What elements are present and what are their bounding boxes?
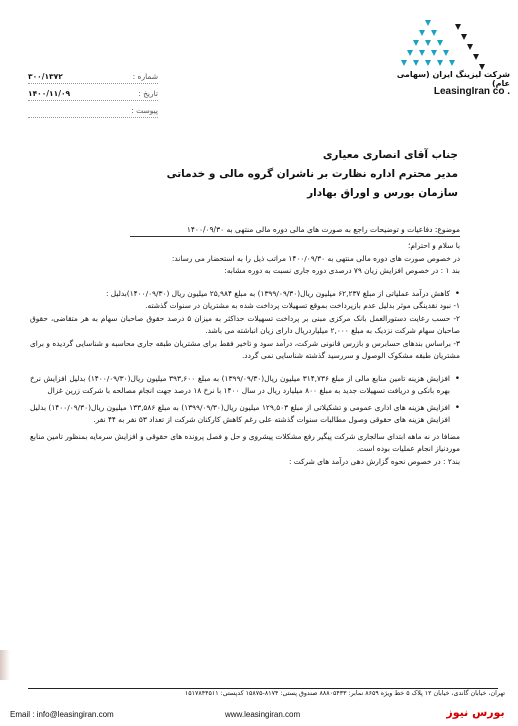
sub-item-3: ۳- براساس بندهای حسابرس و بازرس قانونی شرکت، درآمد سود و تاخیر فقط برای مشتریان طبقه جاری محاسبه و شناسایی گردیده و برای مشتریان طبقه مشکوک الوصول و سررسید گذشته شناسایی نمی گردد. <box>30 338 460 360</box>
letter-date-label: تاریخ : <box>138 89 158 98</box>
company-name-fa: شرکت لیزینگ ایران (سهامی عام) <box>396 70 510 88</box>
footer-divider <box>28 688 498 689</box>
addressee-organization: سازمان بورس و اوراق بهادار <box>307 187 458 199</box>
sub-item-2: ۲- حسب رعایت دستورالعمل بانک مرکزی مبنی بر پرداخت تسهیلات حداکثر به میزان ۵ درصد حقوق صاحبان سهام به هر متقاضی، حقوق صاحبان سهام شرکت نزدیک به مبلغ ۲,۰۰۰ میلیاردریال دارای زیان انباشته می باشد. <box>30 313 460 335</box>
bullet-admin-expenses: • افزایش هزینه های اداری عمومی و تشکیلاتی از مبلغ ۱۲۹,۵۰۳ میلیون ریال(۱۳۹۹/۰۹/۳۰) به مبلغ ۱۳۳,۵۸۶ میلیون ریال(۱۴۰۰/۰۹/۳۰) بدلیل افزایش هزینه های حقوقی وصول مطالبات سنوات گذشته علی رغم کاهش کارکنان شرکت از تعداد ۵۳ نفر به ۴۴ نفر. <box>30 402 460 427</box>
letter-attachment-row <box>28 104 158 118</box>
footer-address: تهران، خیابان گاندی، خیابان ۱۲ پلاک ۵ خط ویژه ۸۶۵۹ نمابر: ۸۸۸۰۵۴۳۳ صندوق پستی: ۸۱۷۴-۱۵۸۷۵ کدپستی: ۱۵۱۷۸۴۴۵۱۱ <box>184 690 505 697</box>
closing-paragraph: مضافا در نه ماهه ابتدای سالجاری شرکت پیگیر رفع مشکلات پیشروی و حل و فصل پرونده های حقوقی و افزایش سرمایه بمنظور تامین منابع موردنیاز انجام عملیات بوده است. <box>30 431 460 453</box>
item2-title: بند۲ : در خصوص نحوه گزارش دهی درآمد های شرکت : <box>288 456 460 466</box>
page-edge <box>0 650 10 680</box>
letter-number-row <box>28 70 158 84</box>
footer-website: www.leasingiran.com <box>225 710 301 719</box>
addressee-name: جناب آقای انصاری معیاری <box>322 149 458 161</box>
addressee-block <box>128 146 458 203</box>
triangle-lattice-logo-icon <box>395 18 505 73</box>
letter-body <box>30 240 460 468</box>
news-watermark: بورس نیوز <box>438 706 513 722</box>
bullet-financing-cost: • افزایش هزینه تامین منابع مالی از مبلغ ۳۱۴,۷۳۶ میلیون ریال(۱۳۹۹/۰۹/۳۰) به مبلغ ۳۹۳,۶۰۰ میلیون ریال(۱۴۰۰/۰۹/۳۰) بدلیل افزایش نرخ بهره بانکی و دریافت تسهیلات جدید به مبلغ ۸۰۰ میلیارد ریال در سال ۱۴۰۰ با نرخ ۱۸ درصد جهت انجام مصالحه با شرکت زرین غزال <box>30 373 460 398</box>
letter-number-value: ۳۰۰/۱۳۷۲ <box>28 72 63 81</box>
company-name-en: LeasingIran co . <box>433 86 510 97</box>
letter-meta <box>28 70 158 121</box>
addressee-title: مدیر محترم اداره نظارت بر ناشران گروه مالی و خدماتی <box>166 168 458 180</box>
letter-attachment-label: پیوست : <box>131 106 158 115</box>
item1-title: بند ۱ : در خصوص افزایش زیان ۷۹ درصدی دوره جاری نسبت به دوره مشابه: <box>224 266 460 275</box>
bullet-operating-revenue: • کاهش درآمد عملیاتی از مبلغ ۶۲,۲۳۷ میلیون ریال(۱۳۹۹/۰۹/۳۰) به مبلغ ۲۵,۹۸۴ میلیون ریال (۱۴۰۰/۰۹/۳۰)بدلیل : <box>30 288 460 301</box>
greeting: با سلام و احترام؛ <box>407 241 460 250</box>
footer-email: Email : info@leasingiran.com <box>10 710 114 719</box>
letter-subject: موضوع: دفاعیات و توضیحات راجع به صورت های مالی دوره مالی منتهی به ۱۴۰۰/۰۹/۳۰ <box>130 225 460 237</box>
sub-item-1: ۱- نبود نقدینگی موثر بدلیل عدم بازپرداخت بموقع تسهیلات پرداخت شده به مشتریان در سنوات گذشته. <box>145 301 460 310</box>
letter-number-label: شماره : <box>132 72 158 81</box>
intro-paragraph: در خصوص صورت های دوره مالی منتهی به ۱۴۰۰/۰۹/۳۰ مراتب ذیل را به استحضار می رساند: <box>171 253 460 263</box>
letter-date-row <box>28 87 158 101</box>
letter-date-value: ۱۴۰۰/۱۱/۰۹ <box>28 89 71 98</box>
